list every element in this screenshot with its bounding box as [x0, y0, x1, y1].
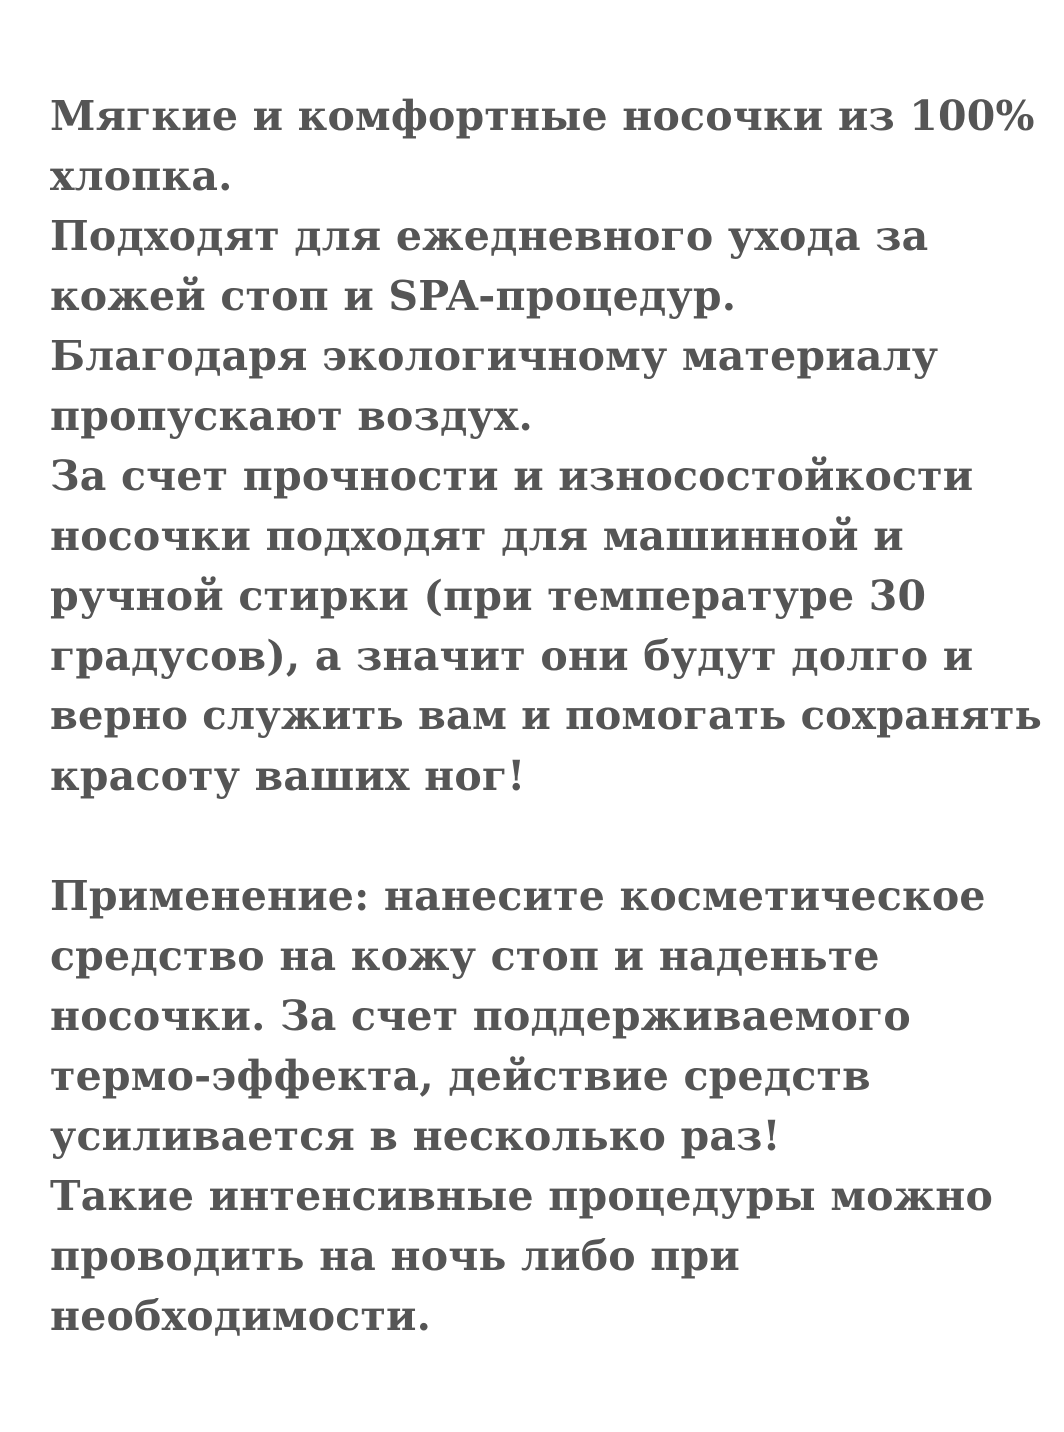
description-line: Мягкие и комфортные носочки из 100% [50, 92, 1035, 140]
product-text [50, 86, 1042, 1346]
description-line: носочки подходят для машинной и [50, 512, 904, 560]
description-line: Подходят для ежедневного ухода за [50, 212, 929, 260]
usage-line: Применение: нанесите косметическое [50, 872, 986, 920]
description-line: красоту ваших ног! [50, 752, 526, 800]
description-line: градусов), а значит они будут долго и [50, 632, 974, 680]
usage-line: термо-эффекта, действие средств [50, 1052, 871, 1100]
usage-line: проводить на ночь либо при [50, 1232, 740, 1280]
usage-line: необходимости. [50, 1292, 432, 1340]
usage-block [50, 866, 1030, 1346]
description-block [50, 86, 1042, 806]
usage-line: усиливается в несколько раз! [50, 1112, 781, 1160]
usage-line: Такие интенсивные процедуры можно [50, 1172, 994, 1220]
description-line: верно служить вам и помогать сохранять [50, 692, 1042, 739]
paragraph-gap [50, 806, 1030, 866]
description-line: Благодаря экологичному материалу [50, 332, 939, 380]
description-line: ручной стирки (при температуре 30 [50, 572, 927, 620]
description-line: хлопка. [50, 152, 233, 200]
description-line: кожей стоп и SPA-процедур. [50, 272, 737, 320]
description-line: пропускают воздух. [50, 392, 534, 440]
usage-line: носочки. За счет поддерживаемого [50, 992, 911, 1040]
description-line: За счет прочности и износостойкости [50, 452, 974, 500]
usage-line: средство на кожу стоп и наденьте [50, 932, 880, 980]
